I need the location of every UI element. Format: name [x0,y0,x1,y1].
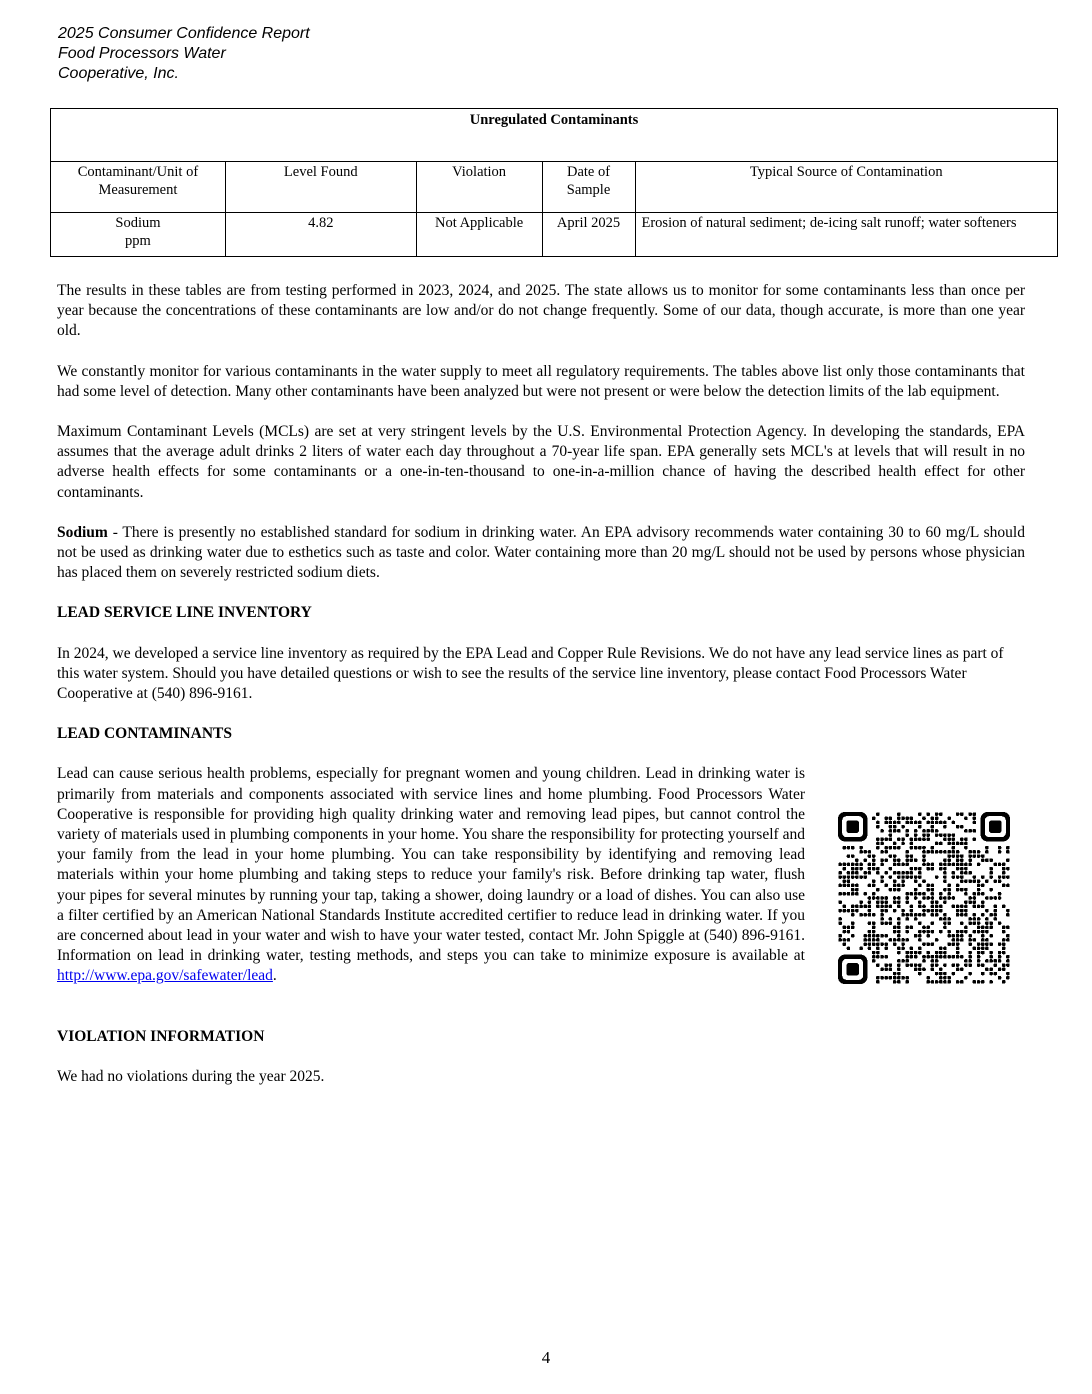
lead-contaminants-text: Lead can cause serious health problems, especially for pregnant women and young children. Lead in drinking water is primarily from materials and components associated with service lines and home plumbing. Food Processors Water Cooperative is responsible for providing high quality drinking water and removing lead pipes, but cannot control the variety of materials used in plumbing components in your home. You share the responsibility for protecting yourself and your family from the lead in your home plumbing. You can take responsibility by identifying and removing lead materials within your home plumbing and taking steps to reduce your family's risk. Before drinking tap water, flush your pipes for several minutes by running your tap, taking a shower, doing laundry or a load of dishes. You can also use a filter certified by an American National Standards Institute accredited certifier to reduce lead in drinking water. If you are concerned about lead in your water and wish to have your water tested, contact Mr. John Spiggle at (540) 896-9161. Information on lead in drinking water, testing methods, and steps you can take to minimize exposure is available at [57,765,805,965]
organization-name-line2: Cooperative, Inc. [58,65,179,82]
organization-name-line1: Food Processors Water [58,45,226,62]
lead-contaminants-paragraph [57,764,805,986]
column-header-contaminant-line2: Measurement [98,182,178,198]
sodium-paragraph [57,523,1025,584]
mcl-paragraph: Maximum Contaminant Levels (MCLs) are set at very stringent levels by the U.S. Environmental Protection Agency. In developing the standards, EPA assumes that the average adult drinks 2 liters of water each day throughout a 70-year life span. EPA generally sets MCL's at levels that will result in no adverse health effects for some contaminants or a one-in-ten-thousand to one-in-a-million chance of having the described health effect for other contaminants. [57,423,1025,501]
column-header-date [542,162,635,213]
monitoring-paragraph: We constantly monitor for various contaminants in the water supply to meet all regulatory requirements. The tables above list only those contaminants that had some level of detection. Many other contaminants have been analyzed but were not present or were below the detection limits of the lab equipment. [57,362,1025,400]
sodium-text: - There is presently no established standard for sodium in drinking water. An EPA advisory recommends water containing 30 to 60 mg/L should not be used as drinking water due to esthetics such as taste and color. Water containing more than 20 mg/L should not be used by persons whose physician has placed them on severely restricted sodium diets. [57,523,1025,582]
cell-contaminant-name: Sodium [115,215,161,231]
column-header-level: Level Found [225,162,416,213]
page-number: 4 [541,1348,551,1367]
cell-source: Erosion of natural sediment; de-icing salt runoff; water softeners [635,213,1058,257]
lead-contaminants-period: . [272,967,277,985]
epa-lead-link[interactable]: http://www.epa.gov/safewater/lead [57,967,273,985]
report-header [58,24,310,84]
cell-contaminant-unit: ppm [125,233,151,249]
column-header-violation: Violation [416,162,542,213]
column-header-source: Typical Source of Contamination [635,162,1058,213]
table-header-row [51,162,1058,213]
unregulated-contaminants-table [50,108,1058,257]
lead-contaminants-heading: LEAD CONTAMINANTS [57,725,232,743]
column-header-date-line2: Sample [566,182,611,198]
column-header-date-line1: Date of [566,164,611,180]
testing-paragraph: The results in these tables are from testing performed in 2023, 2024, and 2025. The state allows us to monitor for some contaminants less than once per year because the concentrations of these contaminants are low and/or do not change frequently. Some of our data, though accurate, is more than one year old. [57,282,1025,340]
cell-level: 4.82 [225,213,416,257]
cell-date: April 2025 [542,213,635,257]
cell-violation: Not Applicable [416,213,542,257]
table-row [51,213,1058,257]
cell-contaminant [51,213,226,257]
column-header-contaminant-line1: Contaminant/Unit of [77,164,199,180]
violation-paragraph: We had no violations during the year 2025. [57,1067,325,1085]
qr-code[interactable] [838,812,1010,984]
table-caption: Unregulated Contaminants [51,109,1058,162]
report-title: 2025 Consumer Confidence Report [58,25,310,42]
sodium-label: Sodium [57,523,108,541]
column-header-contaminant [51,162,226,213]
violation-heading: VIOLATION INFORMATION [57,1027,265,1045]
lead-service-paragraph: In 2024, we developed a service line inventory as required by the EPA Lead and Copper Rule Revisions. We do not have any lead service lines as part of this water system. Should you have detailed questions or wish to see the results of the service line inventory, please contact Food Processors Water Cooperative at (540) 896-9161. [57,644,1004,703]
lead-service-heading: LEAD SERVICE LINE INVENTORY [57,604,312,622]
